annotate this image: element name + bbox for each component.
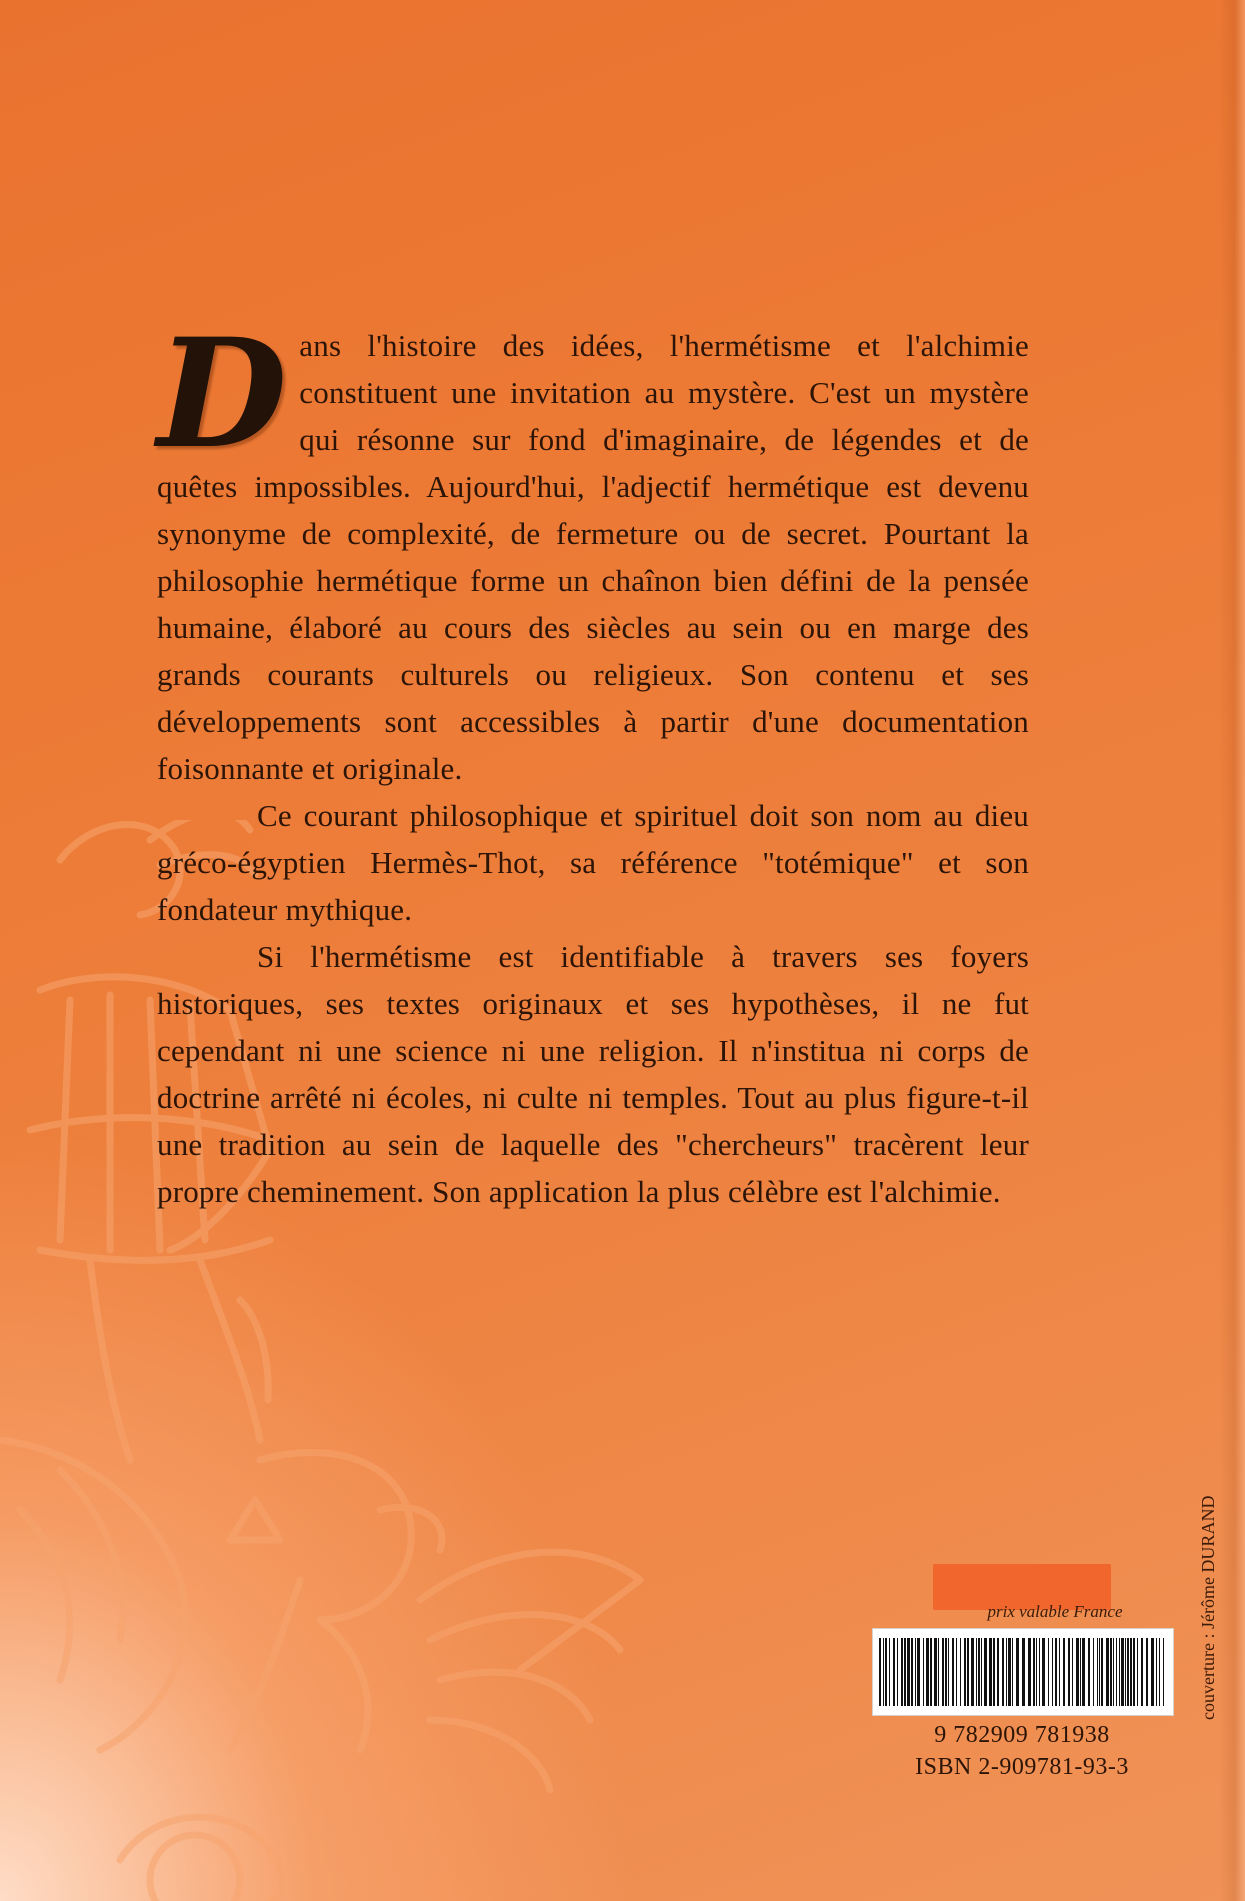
cover-credit: couverture : Jérôme DURAND: [1198, 1495, 1218, 1720]
ean-number: 9 782909 781938: [934, 1722, 1110, 1748]
barcode-bars: [877, 1638, 1169, 1706]
barcode: [872, 1628, 1174, 1716]
blurb-paragraph-1-text: ans l'histoire des idées, l'hermétisme et l'alchimie constituent une invitation au mystère. C'est un mystère qui résonne sur fond d'imaginaire, de légendes et de quêtes impossibles. Aujourd'hui, l'adjectif hermétique est devenu synonyme de complexité, de fermeture ou de secret. Pourtant la philosophie hermétique forme un chaînon bien défini de la pensée humaine, élaboré au cours des siècles au sein ou en marge des grands courants culturels ou religieux. Son contenu et ses développements sont accessibles à partir d'une documentation foisonnante et originale.: [157, 328, 1029, 786]
dropcap-letter: D: [157, 306, 288, 482]
blurb-paragraph-1: [157, 306, 1029, 792]
blurb-text: [157, 306, 1029, 1215]
blurb-paragraph-2: Ce courant philosophique et spirituel doit son nom au dieu gréco-égyptien Hermès-Thot, sa référence "totémique" et son fondateur mythique.: [157, 798, 1029, 927]
blurb-paragraph-3: Si l'hermétisme est identifiable à travers ses foyers historiques, ses textes originaux et ses hypothèses, il ne fut cependant ni une science ni une religion. Il n'institua ni corps de doctrine arrêté ni écoles, ni culte ni temples. Tout au plus figure-t-il une tradition au sein de laquelle des "chercheurs" tracèrent leur propre cheminement. Son application la plus célèbre est l'alchimie.: [157, 939, 1029, 1209]
price-note: prix valable France: [987, 1602, 1123, 1621]
isbn-number: ISBN 2-909781-93-3: [915, 1754, 1129, 1780]
spine-edge: [1219, 0, 1245, 1901]
